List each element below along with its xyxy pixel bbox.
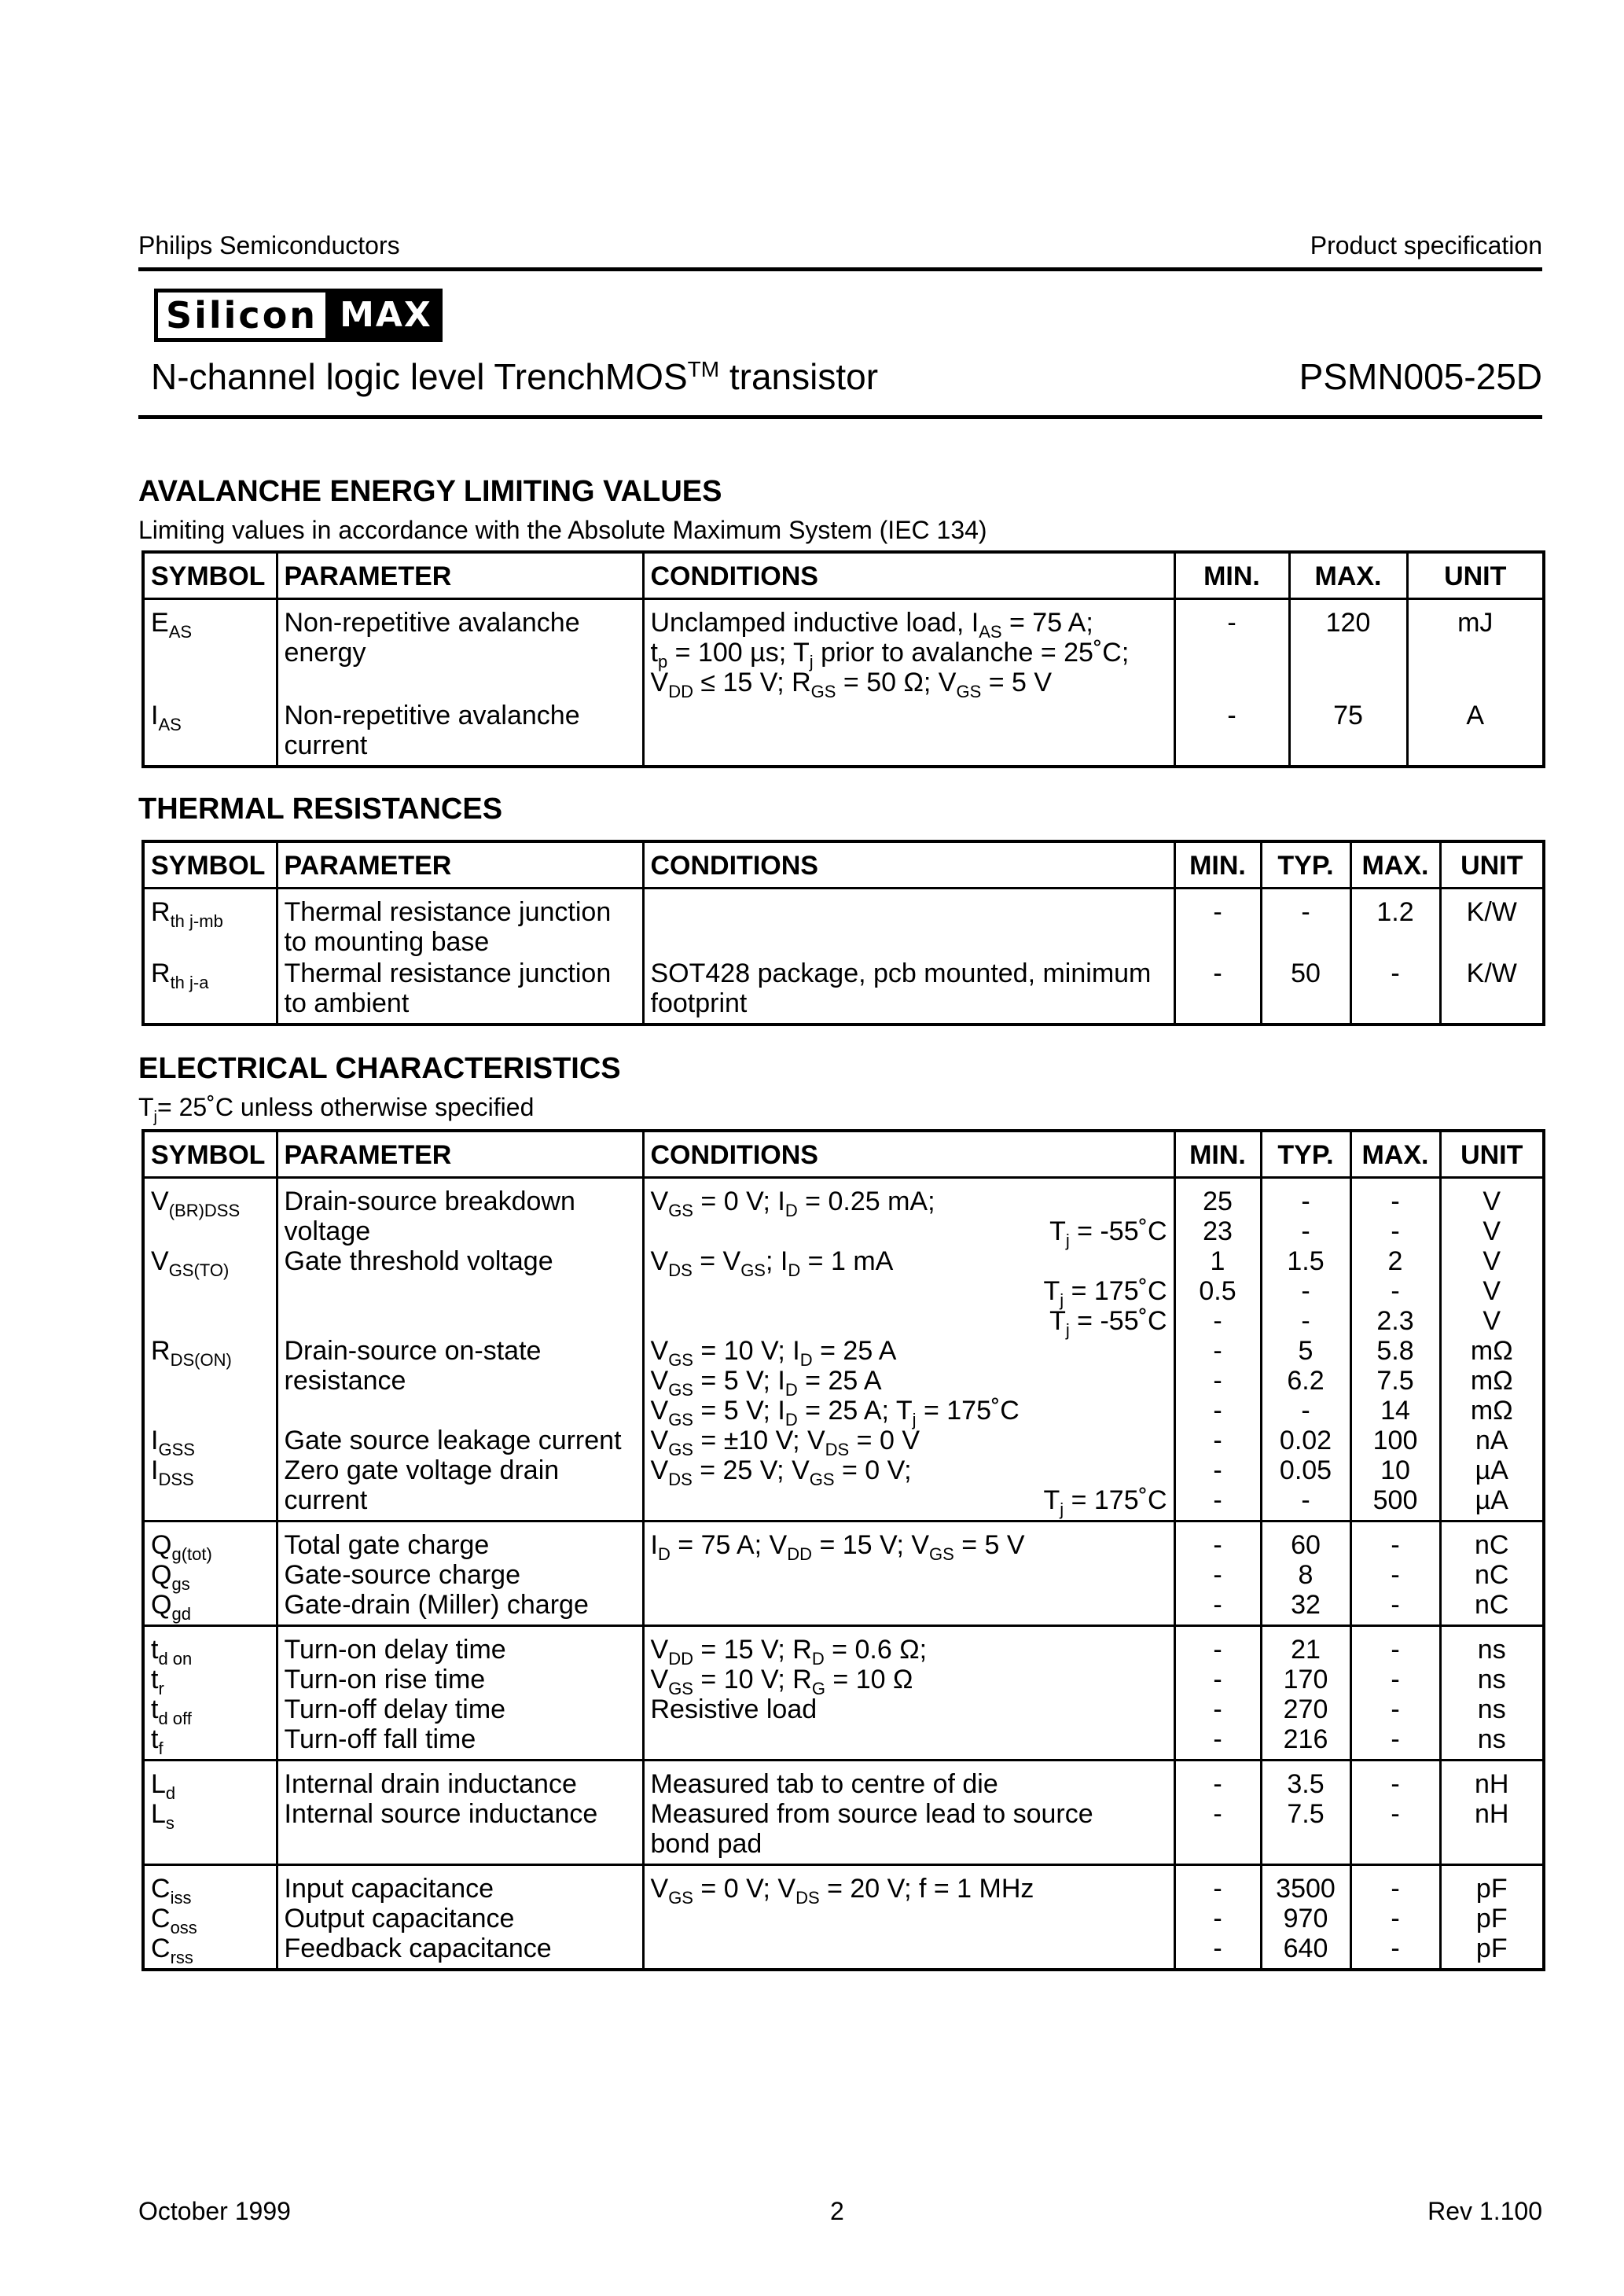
characteristics-group	[143, 1626, 1544, 1761]
table-row	[143, 1178, 1544, 1521]
unit-cell	[1440, 1626, 1544, 1761]
unit-cell	[1440, 1761, 1544, 1865]
cell-line: 60	[1291, 1530, 1321, 1560]
cell-line: $V_{GS} = 0$ V; $V_{DS} = 20$ V; f = 1 MHz	[650, 1874, 1034, 1908]
characteristics-group	[143, 1178, 1544, 1521]
max-cell	[1350, 1178, 1440, 1521]
col-conditions: CONDITIONS	[643, 1131, 1174, 1178]
table-row	[143, 699, 1544, 767]
unit-cell: K/W	[1440, 959, 1544, 1025]
col-conditions: CONDITIONS	[643, 841, 1174, 889]
cell-line: -	[1391, 1276, 1400, 1306]
cell-line: 970	[1283, 1904, 1328, 1934]
cell-line: 216	[1283, 1724, 1328, 1754]
cell-line: -	[1301, 1485, 1310, 1515]
cell-line: -	[1391, 1694, 1400, 1724]
cell-line: -	[1391, 1216, 1400, 1246]
cell-line: -	[1213, 1396, 1222, 1426]
conditions-cell	[643, 1521, 1174, 1626]
cell-line: 10	[1380, 1455, 1410, 1485]
cell-line: V	[1483, 1246, 1501, 1276]
max-cell: 120	[1289, 599, 1407, 700]
parameter-cell: Thermal resistance junction to mounting base	[277, 889, 643, 959]
unit-cell	[1440, 1865, 1544, 1970]
cell-line: -	[1213, 1799, 1222, 1829]
conditions-cell: SOT428 package, pcb mounted, minimum footprint	[643, 959, 1174, 1025]
cell-line: nH	[1475, 1799, 1509, 1829]
symbol-cell	[143, 1521, 277, 1626]
product-title-main: N-channel logic level TrenchMOS	[151, 356, 688, 397]
cell-line: 3500	[1276, 1874, 1336, 1904]
min-cell	[1174, 1761, 1261, 1865]
cell-line: $T_j$ = 175˚C	[1043, 1276, 1167, 1310]
parameter-cell	[277, 1521, 643, 1626]
cell-line: $V_{GS} = 0$ V; $I_D = 0.25$ mA;	[650, 1187, 935, 1220]
cell-line: mΩ	[1470, 1366, 1513, 1396]
symbol-cell: $E_{AS}$	[143, 599, 277, 700]
symbol-cell	[143, 1761, 277, 1865]
cell-line: voltage	[284, 1216, 371, 1246]
product-number: PSMN005-25D	[1299, 356, 1542, 397]
cell-line: -	[1391, 1799, 1400, 1829]
cell-line: Drain-source on-state	[284, 1336, 542, 1366]
cell-line: V	[1483, 1276, 1501, 1306]
conditions-cell	[643, 599, 1174, 700]
col-symbol: SYMBOL	[143, 552, 277, 599]
cell-line: 21	[1291, 1635, 1321, 1665]
cell-line: $I_{DSS}$	[151, 1455, 194, 1489]
cell-line: $C_{oss}$	[151, 1904, 197, 1937]
cell-line: 1	[1210, 1246, 1225, 1276]
title-rule	[138, 415, 1542, 419]
cell-line: -	[1391, 1769, 1400, 1799]
cell-line: $V_{GS} = 10$ V; $I_D = 25$ A	[650, 1336, 897, 1370]
cell-line: Zero gate voltage drain	[284, 1455, 560, 1485]
table-row	[143, 599, 1544, 700]
cell-line: pF	[1475, 1934, 1508, 1963]
unit-cell: mJ	[1407, 599, 1544, 700]
avalanche-subtitle: Limiting values in accordance with the Absolute Maximum System (IEC 134)	[138, 516, 987, 544]
cell-line: -	[1213, 1724, 1222, 1754]
cell-line: -	[1213, 1336, 1222, 1366]
cell-line: Measured from source lead to source	[650, 1799, 1093, 1829]
table-row	[143, 1626, 1544, 1761]
cell-line: Resistive load	[650, 1694, 818, 1724]
cell-line: µA	[1475, 1485, 1508, 1515]
cell-line: ns	[1477, 1665, 1506, 1694]
unit-cell: K/W	[1440, 889, 1544, 959]
cell-line: 640	[1283, 1934, 1328, 1963]
col-parameter: PARAMETER	[277, 552, 643, 599]
max-cell	[1350, 1521, 1440, 1626]
cell-line: Gate-source charge	[284, 1560, 520, 1590]
cell-line: nC	[1475, 1530, 1509, 1560]
cell-line: 2	[1387, 1246, 1403, 1276]
cell-line: -	[1213, 1455, 1222, 1485]
cell-line: -	[1213, 1426, 1222, 1455]
cell-line: $V_{DS} = 25$ V; $V_{GS} = 0$ V;	[650, 1455, 912, 1489]
cell-line: $t_f$	[151, 1724, 164, 1758]
max-cell: 75	[1289, 699, 1407, 767]
cell-line: -	[1391, 1590, 1400, 1620]
col-conditions: CONDITIONS	[643, 552, 1174, 599]
cell-line	[285, 1396, 636, 1426]
col-min: MIN.	[1174, 1131, 1261, 1178]
col-unit: UNIT	[1440, 841, 1544, 889]
table-row	[143, 1521, 1544, 1626]
cell-line: -	[1213, 1485, 1222, 1515]
col-min: MIN.	[1174, 552, 1289, 599]
siliconmax-logo	[154, 289, 443, 342]
characteristics-group	[143, 1761, 1544, 1865]
cell-line	[151, 1485, 270, 1515]
cell-line: 100	[1372, 1426, 1418, 1455]
cell-line	[151, 1366, 270, 1396]
cell-line: -	[1391, 1724, 1400, 1754]
cell-line: $V_{(BR)DSS}$	[151, 1187, 241, 1220]
col-unit: UNIT	[1407, 552, 1544, 599]
cell-line: -	[1301, 1306, 1310, 1336]
cell-line: Turn-off fall time	[284, 1724, 476, 1754]
cell-line: 23	[1203, 1216, 1233, 1246]
cell-line	[151, 1306, 270, 1336]
cell-line: Gate source leakage current	[284, 1426, 622, 1455]
cell-line: -	[1391, 1530, 1400, 1560]
table-row	[143, 959, 1544, 1025]
cell-line: 7.5	[1287, 1799, 1325, 1829]
logo-silicon: Silicon	[154, 289, 329, 342]
max-cell	[1350, 1761, 1440, 1865]
conditions-cell	[643, 1178, 1174, 1521]
cell-line: $L_d$	[151, 1769, 176, 1803]
min-cell	[1174, 1178, 1261, 1521]
cell-line: Turn-off delay time	[284, 1694, 506, 1724]
min-cell: -	[1174, 959, 1261, 1025]
max-cell	[1350, 1626, 1440, 1761]
parameter-cell: Non-repetitive avalanche current	[277, 699, 643, 767]
parameter-cell	[277, 1626, 643, 1761]
cell-line	[151, 1276, 270, 1306]
cell-line: Internal drain inductance	[284, 1769, 577, 1799]
cell-line: nC	[1475, 1560, 1509, 1590]
cell-line: -	[1213, 1694, 1222, 1724]
min-cell	[1174, 1521, 1261, 1626]
cell-line: 170	[1283, 1665, 1328, 1694]
cell-line: mΩ	[1470, 1396, 1513, 1426]
cell-line: $V_{GS(TO)}$	[151, 1246, 230, 1280]
cell-line: -	[1391, 1874, 1400, 1904]
cell-line: $t_r$	[151, 1665, 164, 1698]
condition-line: $t_p = 100$ µs; $T_j$ prior to avalanche = 25˚C;	[650, 638, 1130, 672]
conditions-cell	[643, 1865, 1174, 1970]
cell-line: 5.8	[1376, 1336, 1414, 1366]
electrical-subtitle: $T_j=$ 25˚C unless otherwise specified	[138, 1093, 535, 1126]
cell-line: Gate threshold voltage	[284, 1246, 553, 1276]
typ-cell	[1261, 1865, 1350, 1970]
max-cell: -	[1350, 959, 1440, 1025]
cell-line: -	[1213, 1590, 1222, 1620]
table-row	[143, 1865, 1544, 1970]
typ-cell	[1261, 1178, 1350, 1521]
cell-line: $R_{DS(ON)}$	[151, 1336, 232, 1370]
characteristics-group	[143, 1865, 1544, 1970]
cell-line: V	[1483, 1306, 1501, 1336]
cell-line: $Q_{gs}$	[151, 1560, 190, 1594]
min-cell	[1174, 1626, 1261, 1761]
cell-line: V	[1483, 1216, 1501, 1246]
cell-line: 0.05	[1279, 1455, 1332, 1485]
unit-cell: A	[1407, 699, 1544, 767]
conditions-cell	[643, 699, 1174, 767]
cell-line: $V_{GS} = 5$ V; $I_D = 25$ A	[650, 1366, 882, 1400]
col-max: MAX.	[1350, 841, 1440, 889]
cell-line	[151, 1396, 270, 1426]
footer-date: October 1999	[138, 2197, 291, 2225]
col-unit: UNIT	[1440, 1131, 1544, 1178]
symbol-cell	[143, 1865, 277, 1970]
cell-line: Measured tab to centre of die	[650, 1769, 998, 1799]
col-symbol: SYMBOL	[143, 841, 277, 889]
max-cell	[1350, 1865, 1440, 1970]
cell-line: $t_{d on}$	[151, 1635, 193, 1669]
cell-line: 0.5	[1199, 1276, 1236, 1306]
typ-cell: 50	[1261, 959, 1350, 1025]
col-symbol: SYMBOL	[143, 1131, 277, 1178]
parameter-cell: Thermal resistance junction to ambient	[277, 959, 643, 1025]
footer-page-number: 2	[830, 2197, 844, 2225]
parameter-cell	[277, 1865, 643, 1970]
cell-line: 500	[1372, 1485, 1418, 1515]
cell-line: 32	[1291, 1590, 1321, 1620]
symbol-cell: $R_{th j-mb}$	[143, 889, 277, 959]
cell-line: ns	[1477, 1724, 1506, 1754]
min-cell: -	[1174, 889, 1261, 959]
cell-line: -	[1213, 1530, 1222, 1560]
cell-line: Gate-drain (Miller) charge	[284, 1590, 589, 1620]
cell-line: -	[1213, 1904, 1222, 1934]
product-title	[151, 355, 878, 398]
cell-line	[151, 1216, 270, 1246]
symbol-cell: $R_{th j-a}$	[143, 959, 277, 1025]
cell-line: 8	[1298, 1560, 1314, 1590]
cell-line: V	[1483, 1187, 1501, 1216]
cell-line: ns	[1477, 1694, 1506, 1724]
cell-line: $T_j$ = -55˚C	[1049, 1216, 1167, 1250]
cell-line: -	[1213, 1366, 1222, 1396]
cell-line: $C_{rss}$	[151, 1934, 193, 1967]
cell-line: $I_D = 75$ A; $V_{DD} = 15$ V; $V_{GS} = 5$ V	[650, 1530, 1025, 1564]
cell-line: Turn-on delay time	[284, 1635, 506, 1665]
cell-line: $T_j$ = 175˚C	[1043, 1485, 1167, 1519]
cell-line: Drain-source breakdown	[284, 1187, 575, 1216]
cell-line: current	[284, 1485, 368, 1515]
cell-line: 3.5	[1287, 1769, 1325, 1799]
conditions-cell	[643, 889, 1174, 959]
table-row	[143, 1761, 1544, 1865]
cell-line: -	[1301, 1396, 1310, 1426]
avalanche-table	[141, 550, 1545, 768]
cell-line: $T_j$ = -55˚C	[1049, 1306, 1167, 1340]
cell-line: -	[1391, 1560, 1400, 1590]
cell-line: 25	[1203, 1187, 1233, 1216]
col-typ: TYP.	[1261, 1131, 1350, 1178]
trademark: TM	[687, 357, 720, 381]
table-row	[143, 889, 1544, 959]
cell-line: $V_{GS} = 10$ V; $R_G = 10$ Ω	[650, 1665, 913, 1698]
cell-line: Input capacitance	[284, 1874, 494, 1904]
cell-line: $I_{GSS}$	[151, 1426, 195, 1459]
typ-cell: -	[1261, 889, 1350, 959]
cell-line: 0.02	[1279, 1426, 1332, 1455]
logo-max: MAX	[329, 289, 443, 342]
cell-line: -	[1301, 1276, 1310, 1306]
cell-line	[285, 1306, 636, 1336]
cell-line: -	[1213, 1665, 1222, 1694]
characteristics-group	[143, 1521, 1544, 1626]
cell-line: -	[1213, 1874, 1222, 1904]
cell-line: bond pad	[650, 1829, 762, 1859]
cell-line: -	[1391, 1904, 1400, 1934]
cell-line: -	[1301, 1216, 1310, 1246]
symbol-cell	[143, 1626, 277, 1761]
cell-line: Total gate charge	[284, 1530, 490, 1560]
cell-line: $V_{GS} = \pm 10$ V; $V_{DS} = 0$ V	[650, 1426, 920, 1459]
cell-line: -	[1391, 1665, 1400, 1694]
cell-line: ns	[1477, 1635, 1506, 1665]
cell-line: 14	[1380, 1396, 1410, 1426]
thermal-table	[141, 840, 1545, 1026]
cell-line: $Q_{gd}$	[151, 1590, 191, 1624]
cell-line: $V_{GS} = 5$ V; $I_D = 25$ A; $T_j$ = 175˚C	[650, 1396, 1020, 1429]
electrical-title: ELECTRICAL CHARACTERISTICS	[138, 1052, 621, 1085]
col-max: MAX.	[1289, 552, 1407, 599]
cell-line: Output capacitance	[284, 1904, 515, 1934]
cell-line: pF	[1475, 1874, 1508, 1904]
header-doc-type: Product specification	[1310, 231, 1542, 259]
cell-line: -	[1213, 1934, 1222, 1963]
cell-line: Feedback capacitance	[284, 1934, 552, 1963]
col-max: MAX.	[1350, 1131, 1440, 1178]
cell-line: -	[1213, 1635, 1222, 1665]
cell-line: -	[1213, 1769, 1222, 1799]
cell-line: $V_{DD} = 15$ V; $R_D = 0.6$ Ω;	[650, 1635, 928, 1669]
cell-line: nC	[1475, 1590, 1509, 1620]
parameter-cell: Non-repetitive avalanche energy	[277, 599, 643, 700]
avalanche-title: AVALANCHE ENERGY LIMITING VALUES	[138, 475, 722, 508]
product-title-end: transistor	[719, 356, 879, 397]
cell-line: µA	[1475, 1455, 1508, 1485]
cell-line: -	[1301, 1187, 1310, 1216]
cell-line: mΩ	[1470, 1336, 1513, 1366]
cell-line: $t_{d off}$	[151, 1694, 192, 1728]
col-typ: TYP.	[1261, 841, 1350, 889]
parameter-cell	[277, 1178, 643, 1521]
min-cell: -	[1174, 599, 1289, 700]
condition-line: $V_{DD} \le 15$ V; $R_{GS} = 50$ Ω; $V_{GS} = 5$ V	[650, 668, 1053, 701]
condition-line: Unclamped inductive load, $I_{AS} = 75$ A;	[650, 608, 1093, 642]
cell-line	[285, 1276, 636, 1306]
cell-line: 1.5	[1287, 1246, 1325, 1276]
cell-line: $Q_{g(tot)}$	[151, 1530, 212, 1564]
cell-line: 6.2	[1287, 1366, 1325, 1396]
electrical-table	[141, 1129, 1545, 1971]
thermal-title: THERMAL RESISTANCES	[138, 793, 503, 826]
cell-line: 5	[1298, 1336, 1314, 1366]
cell-line: -	[1391, 1187, 1400, 1216]
max-cell: 1.2	[1350, 889, 1440, 959]
typ-cell	[1261, 1521, 1350, 1626]
cell-line: 2.3	[1376, 1306, 1414, 1336]
cell-line: Internal source inductance	[284, 1799, 598, 1829]
cell-line: -	[1213, 1306, 1222, 1336]
symbol-cell: $I_{AS}$	[143, 699, 277, 767]
cell-line: $V_{DS} = V_{GS}$; $I_D = 1$ mA	[650, 1246, 894, 1280]
unit-cell	[1440, 1178, 1544, 1521]
cell-line: -	[1391, 1934, 1400, 1963]
cell-line: nA	[1475, 1426, 1508, 1455]
cell-line: $L_s$	[151, 1799, 175, 1833]
col-parameter: PARAMETER	[277, 841, 643, 889]
cell-line: 270	[1283, 1694, 1328, 1724]
col-min: MIN.	[1174, 841, 1261, 889]
min-cell	[1174, 1865, 1261, 1970]
conditions-cell	[643, 1626, 1174, 1761]
conditions-cell	[643, 1761, 1174, 1865]
cell-line: resistance	[284, 1366, 406, 1396]
footer-revision: Rev 1.100	[1427, 2197, 1542, 2225]
cell-line: -	[1391, 1635, 1400, 1665]
min-cell: -	[1174, 699, 1289, 767]
cell-line: $C_{iss}$	[151, 1874, 192, 1908]
cell-line: -	[1213, 1560, 1222, 1590]
typ-cell	[1261, 1761, 1350, 1865]
parameter-cell	[277, 1761, 643, 1865]
symbol-cell	[143, 1178, 277, 1521]
cell-line: pF	[1475, 1904, 1508, 1934]
cell-line: Turn-on rise time	[284, 1665, 486, 1694]
header-rule	[138, 267, 1542, 271]
header-company: Philips Semiconductors	[138, 231, 400, 259]
col-parameter: PARAMETER	[277, 1131, 643, 1178]
unit-cell	[1440, 1521, 1544, 1626]
cell-line: nH	[1475, 1769, 1509, 1799]
typ-cell	[1261, 1626, 1350, 1761]
cell-line: 7.5	[1376, 1366, 1414, 1396]
